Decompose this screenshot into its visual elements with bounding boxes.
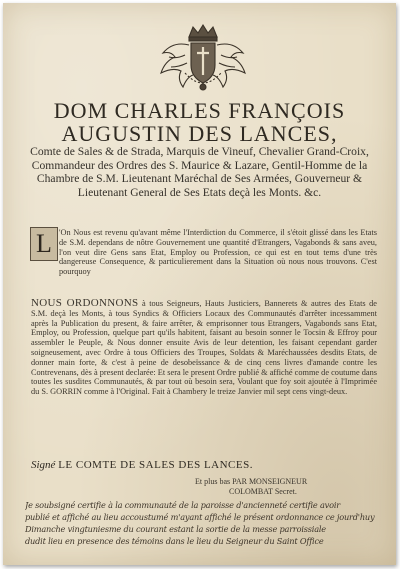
signature-name: LE COMTE DE SALES DES LANCES. [58, 459, 253, 471]
decree-title-line2: AUGUSTIN DES LANCES, [61, 121, 338, 146]
handwritten-line: publié et affiché au lieu accoustumé m'ayant affiché le présent ordonnance ce jourd'huy [25, 512, 375, 522]
paragraph-preamble: 'On Nous est revenu qu'avant même l'Interdiction du Commerce, il s'étoit glissé dans les Etats de S.M. dependans de nôtre Gouvernement une quantité d'Etrangers, Vagabonds & sans aveu, l'on veut dire Gens sans Etat, Employ ou Profession, ce qui est en tout tems d'une très dangereuse Consequence, & particulierement dans la Situation où nous nous trouvons. C'est pourquoy [59, 228, 377, 277]
decree-title-line1: DOM CHARLES FRANÇOIS [53, 98, 346, 123]
countersignature [195, 477, 385, 497]
countersign-line1: Et plus bas PAR MONSEIGNEUR [195, 477, 308, 486]
signature-prefix: Signé [31, 459, 56, 471]
handwritten-line: Dimanche vingtuniesme du courant estant la sortie de la messe parroissiale [25, 524, 326, 534]
ordinance-lead-words: NOUS ORDONNONS [31, 297, 139, 309]
handwritten-line: dudit lieu en presence des témoins dans le lieu du Seigneur du Saint Office [25, 536, 324, 546]
countersign-line2: COLOMBAT Secret. [229, 487, 297, 496]
handwritten-line: Je soubsigné certifie à la communauté de la paroisse d'ancienneté certifie avoir [25, 500, 340, 510]
ordinance-body: à tous Seigneurs, Hauts Justiciers, Bannerets & autres des Etats de S.M. deçà les Monts, à tous Syndics & Officiers Locaux des Communautés d'arrêter incessamment après la Publication du present, & faire arrêter, & emprisonner tous Etrangers, Vagabonds sans Etat, Employ, ou Profession, quelque part qu'ils habitent, faisant au besoin sonner le Tocsin & Effroy pour assembler le Peuple, & Nous donner ensuite Avis de leur detention, les faisant cependant garder soigneusement, avec Ordre à tous Officiers des Troupes, Soldats & Maréchaussées desdits Etats, de donner main forte, & c'est à peine de desobeïssance & de cinq cens livres d'amande contre les Contrevenans, dès à present declarée: Et sera le present Ordre publié & affiché comme de coutume dans toutes les susdites Communautés, & par tout où besoin sera, Voulant que foy soit ajoutée à l'Imprimée du S. GORRIN comme à l'Original. Fait à Chambery le treize Janvier mil sept cens vingt-deux. [31, 299, 377, 397]
paragraph-ordinance [31, 299, 377, 397]
decree-sheet [3, 3, 396, 565]
coat-of-arms-icon [155, 23, 251, 93]
decree-titles-of-issuer: Comte de Sales & de Strada, Marquis de Vineuf, Chevalier Grand-Croix, Commandeur des Ordres des S. Maurice & Lazare, Gentil-Homme de la Chambre de S.M. Lieutenant Maréchal de Ses Armées, Gouverneur & Lieutenant General de Ses Etats deçà les Monts. &c. [30, 145, 369, 199]
drop-cap-initial: L [30, 227, 58, 261]
handwritten-certification [25, 499, 380, 547]
signature-line [31, 459, 377, 471]
